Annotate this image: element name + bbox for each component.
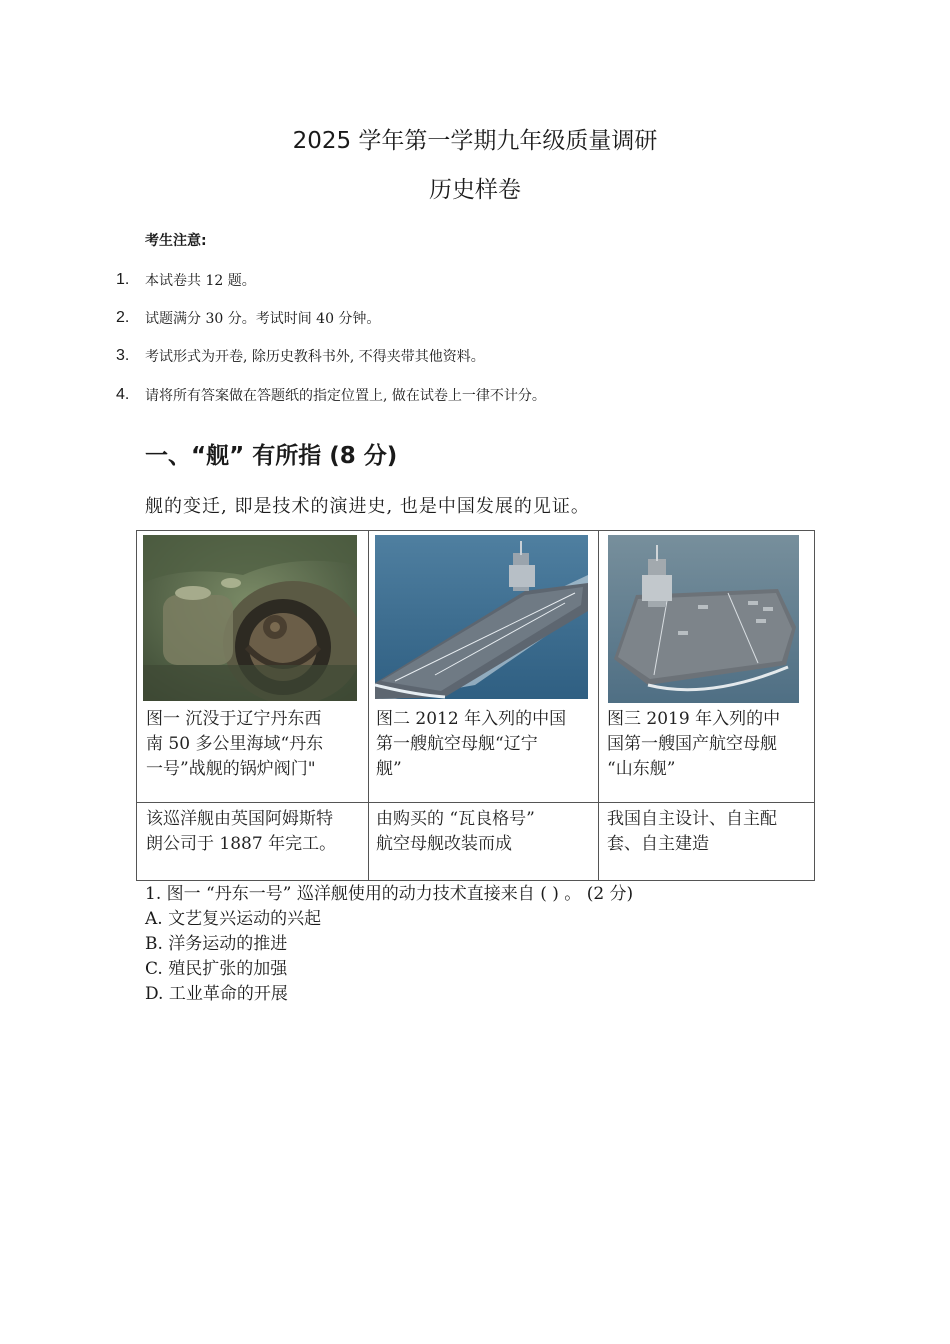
paper-title: 2025 学年第一学期九年级质量调研 bbox=[292, 128, 658, 154]
caption-line: 第一艘航空母舰“辽宁 bbox=[376, 734, 538, 754]
option-c: C. 殖民扩张的加强 bbox=[145, 959, 288, 979]
caption-line: 图二 2012 年入列的中国 bbox=[376, 709, 567, 729]
figure-caption bbox=[376, 707, 594, 782]
notice-item-number: 4. bbox=[116, 386, 130, 403]
figure-caption bbox=[607, 707, 812, 782]
paper-subtitle: 历史样卷 bbox=[429, 177, 521, 203]
figure-note bbox=[376, 807, 594, 857]
note-line: 航空母舰改装而成 bbox=[376, 834, 512, 854]
notice-item-number: 1. bbox=[116, 271, 130, 288]
note-line: 朗公司于 1887 年完工。 bbox=[146, 834, 337, 854]
note-line: 套、自主建造 bbox=[607, 834, 709, 854]
table-divider bbox=[368, 531, 369, 880]
section-title: 一、“舰” 有所指 (8 分) bbox=[145, 443, 398, 469]
note-line: 我国自主设计、自主配 bbox=[607, 809, 777, 829]
notice-item-text: 请将所有答案做在答题纸的指定位置上, 做在试卷上一律不计分。 bbox=[145, 388, 546, 404]
notice-item-text: 本试卷共 12 题。 bbox=[145, 273, 256, 289]
notice-item-text: 考试形式为开卷, 除历史教科书外, 不得夹带其他资料。 bbox=[145, 349, 485, 365]
note-line: 该巡洋舰由英国阿姆斯特 bbox=[146, 809, 333, 829]
question-stem: 1. 图一 “丹东一号” 巡洋舰使用的动力技术直接来自 ( ) 。 (2 分) bbox=[145, 884, 634, 904]
figure-table bbox=[136, 530, 815, 881]
caption-line: 南 50 多公里海域“丹东 bbox=[146, 734, 324, 754]
notice-item-number: 2. bbox=[116, 309, 130, 326]
liaoning-carrier-photo bbox=[375, 535, 588, 699]
caption-line: 一号”战舰的锅炉阀门" bbox=[146, 759, 316, 779]
table-divider bbox=[137, 802, 814, 803]
caption-line: “山东舰” bbox=[607, 759, 676, 779]
figure-note bbox=[607, 807, 812, 857]
notice-item-number: 3. bbox=[116, 347, 130, 364]
figure-caption bbox=[146, 707, 364, 782]
caption-line: 国第一艘国产航空母舰 bbox=[607, 734, 777, 754]
note-line: 由购买的 “瓦良格号” bbox=[376, 809, 535, 829]
option-d: D. 工业革命的开展 bbox=[145, 984, 288, 1004]
option-a: A. 文艺复兴运动的兴起 bbox=[145, 909, 322, 929]
boiler-valve-photo bbox=[143, 535, 357, 701]
section-intro: 舰的变迁, 即是技术的演进史, 也是中国发展的见证。 bbox=[145, 496, 590, 517]
notice-item-text: 试题满分 30 分。考试时间 40 分钟。 bbox=[145, 311, 381, 327]
caption-line: 图三 2019 年入列的中 bbox=[607, 709, 781, 729]
option-b: B. 洋务运动的推进 bbox=[145, 934, 288, 954]
caption-line: 舰” bbox=[376, 759, 402, 779]
shandong-carrier-photo bbox=[608, 535, 799, 703]
figure-note bbox=[146, 807, 364, 857]
caption-line: 图一 沉没于辽宁丹东西 bbox=[146, 709, 322, 729]
notice-heading: 考生注意: bbox=[145, 233, 207, 249]
table-divider bbox=[598, 531, 599, 880]
